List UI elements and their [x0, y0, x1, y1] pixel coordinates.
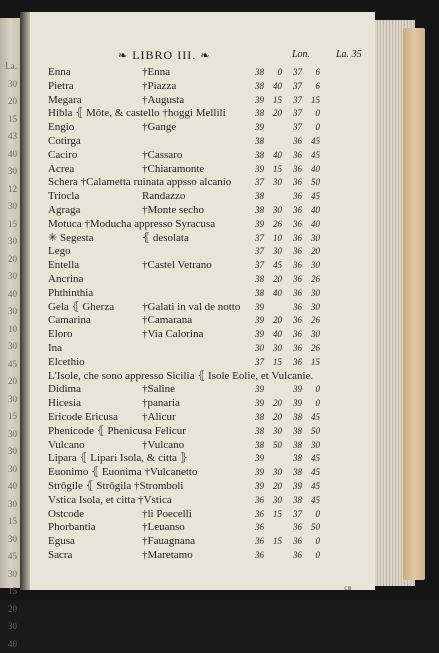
- ancient-name: Lipara ⦃ Lipari Isola, & citta ⦄: [48, 452, 188, 466]
- latitude-minutes: 40: [306, 218, 320, 232]
- place-table: [30, 66, 375, 563]
- longitude-minutes: 20: [268, 480, 282, 494]
- facing-page-fragment: 30: [1, 163, 17, 181]
- facing-page-fragments: [1, 58, 17, 653]
- facing-page-fragment: 15: [1, 216, 17, 234]
- latitude-degrees: 39: [288, 480, 302, 494]
- latitude-minutes: 30: [306, 328, 320, 342]
- longitude-minutes: 20: [268, 314, 282, 328]
- facing-page-edge: [0, 18, 20, 588]
- longitude-minutes: 20: [268, 273, 282, 287]
- longitude-degrees: 39: [250, 301, 264, 315]
- facing-page-fragment: 30: [1, 233, 17, 251]
- latitude-minutes: 6: [306, 66, 320, 80]
- table-row: [30, 452, 375, 466]
- ancient-name: Vstica Isola, et citta †Vstica: [48, 494, 172, 508]
- ancient-name: Phorbantia: [48, 521, 96, 535]
- facing-page-fragment: 40: [1, 636, 17, 653]
- table-row: [30, 259, 375, 273]
- latitude-degrees: 38: [288, 452, 302, 466]
- latitude-degrees: 37: [288, 94, 302, 108]
- facing-page-fragment: 43: [1, 128, 17, 146]
- modern-name: †li Poecelli: [142, 508, 192, 522]
- latitude-degrees: 37: [288, 66, 302, 80]
- longitude-minutes: 45: [268, 259, 282, 273]
- latitude-degrees: 36: [288, 314, 302, 328]
- longitude-degrees: 38: [250, 66, 264, 80]
- facing-page-fragment: 10: [1, 321, 17, 339]
- table-row: [30, 287, 375, 301]
- ancient-name: Elcethio: [48, 356, 85, 370]
- ancient-name: Didima: [48, 383, 81, 397]
- latitude-degrees: 36: [288, 232, 302, 246]
- latitude-degrees: 36: [288, 549, 302, 563]
- modern-name: †Chiaramonte: [142, 163, 204, 177]
- ancient-name: Egusa: [48, 535, 75, 549]
- longitude-minutes: 30: [268, 176, 282, 190]
- latitude-degrees: 39: [288, 383, 302, 397]
- latitude-degrees: 37: [288, 80, 302, 94]
- facing-page-fragment: 15: [1, 583, 17, 601]
- facing-page-fragment: 40: [1, 478, 17, 496]
- latitude-minutes: 45: [306, 135, 320, 149]
- longitude-degrees: 37: [250, 245, 264, 259]
- facing-page-fragment: 45: [1, 356, 17, 374]
- longitude-degrees: 37: [250, 176, 264, 190]
- latitude-minutes: 45: [306, 149, 320, 163]
- modern-name: †Castel Vetrano: [142, 259, 212, 273]
- longitude-minutes: 30: [268, 494, 282, 508]
- longitude-minutes: 10: [268, 232, 282, 246]
- longitude-degrees: 30: [250, 342, 264, 356]
- facing-page-fragment: 30: [1, 338, 17, 356]
- longitude-degrees: 36: [250, 535, 264, 549]
- ancient-name: Ina: [48, 342, 62, 356]
- modern-name: †Alicur: [142, 411, 176, 425]
- facing-page-fragment: 30: [1, 198, 17, 216]
- latitude-degrees: 38: [288, 494, 302, 508]
- longitude-degrees: 38: [250, 287, 264, 301]
- table-row: [30, 80, 375, 94]
- facing-page-fragment: 40: [1, 286, 17, 304]
- longitude-minutes: 26: [268, 218, 282, 232]
- facing-page-fragment: 20: [1, 93, 17, 111]
- latitude-degrees: 37: [288, 107, 302, 121]
- latitude-degrees: 36: [288, 273, 302, 287]
- modern-name: †Galati in val de notto: [142, 301, 240, 315]
- longitude-degrees: 38: [250, 107, 264, 121]
- modern-name: †Enna: [142, 66, 170, 80]
- ancient-name: Ancrina: [48, 273, 83, 287]
- ancient-name: Camarina: [48, 314, 91, 328]
- facing-page-fragment: 30: [1, 443, 17, 461]
- table-row: [30, 190, 375, 204]
- page-number: 35: [352, 49, 362, 60]
- longitude-degrees: 39: [250, 94, 264, 108]
- latitude-minutes: 45: [306, 190, 320, 204]
- table-row: [30, 149, 375, 163]
- ancient-name: Ostcode: [48, 508, 84, 522]
- latitude-minutes: 0: [306, 535, 320, 549]
- table-row: [30, 328, 375, 342]
- table-row: [30, 245, 375, 259]
- ancient-name: Caciro: [48, 149, 77, 163]
- ancient-name: Phenicode ⦃ Phenicusa Felicur: [48, 425, 186, 439]
- latitude-degrees: 36: [288, 204, 302, 218]
- longitude-degrees: 39: [250, 383, 264, 397]
- table-row: [30, 301, 375, 315]
- latitude-degrees: 36: [288, 521, 302, 535]
- longitude-degrees: 39: [250, 466, 264, 480]
- facing-page-fragment: 45: [1, 548, 17, 566]
- longitude-minutes: 50: [268, 439, 282, 453]
- longitude-degrees: 38: [250, 273, 264, 287]
- latitude-minutes: 0: [306, 508, 320, 522]
- facing-page-fragment: 30: [1, 566, 17, 584]
- latitude-minutes: 15: [306, 356, 320, 370]
- ancient-name: Sacra: [48, 549, 72, 563]
- table-row: [30, 535, 375, 549]
- longitude-degrees: 38: [250, 135, 264, 149]
- longitude-minutes: 30: [268, 204, 282, 218]
- modern-name: Randazzo: [142, 190, 185, 204]
- latitude-minutes: 30: [306, 439, 320, 453]
- longitude-degrees: 36: [250, 521, 264, 535]
- longitude-degrees: 39: [250, 328, 264, 342]
- facing-page-fragment: 30: [1, 618, 17, 636]
- latitude-minutes: 50: [306, 425, 320, 439]
- latitude-minutes: 30: [306, 287, 320, 301]
- table-row: [30, 135, 375, 149]
- latitude-minutes: 40: [306, 163, 320, 177]
- longitude-degrees: 38: [250, 439, 264, 453]
- modern-name: †Monte secho: [142, 204, 204, 218]
- latitude-minutes: 15: [306, 94, 320, 108]
- modern-name: †Maretamo: [142, 549, 193, 563]
- latitude-minutes: 45: [306, 466, 320, 480]
- ancient-name: Lego: [48, 245, 71, 259]
- table-row: [30, 273, 375, 287]
- table-row: [30, 204, 375, 218]
- longitude-degrees: 39: [250, 121, 264, 135]
- facing-page-fragment: 30: [1, 426, 17, 444]
- fleuron-icon: ❧: [118, 50, 128, 62]
- table-row: [30, 94, 375, 108]
- longitude-degrees: 38: [250, 411, 264, 425]
- latitude-minutes: 0: [306, 107, 320, 121]
- modern-name: †Saline: [142, 383, 175, 397]
- longitude-minutes: 30: [268, 466, 282, 480]
- latitude-degrees: 36: [288, 190, 302, 204]
- latitude-minutes: 0: [306, 549, 320, 563]
- facing-page-fragment: 20: [1, 601, 17, 619]
- ancient-name: ✳ Segesta: [48, 232, 94, 246]
- table-row: [30, 439, 375, 453]
- table-row: [30, 314, 375, 328]
- ancient-name: Gela ⦃ Gherza: [48, 301, 114, 315]
- latitude-minutes: 26: [306, 273, 320, 287]
- table-row: [30, 508, 375, 522]
- book-cover: [403, 28, 425, 580]
- modern-name: †Leuanso: [142, 521, 185, 535]
- latitude-degrees: 38: [288, 425, 302, 439]
- latitude-minutes: 26: [306, 342, 320, 356]
- longitude-degrees: 39: [250, 314, 264, 328]
- table-row: [30, 466, 375, 480]
- longitude-minutes: 30: [268, 342, 282, 356]
- facing-page-fragment: 30: [1, 496, 17, 514]
- facing-page-fragment: 20: [1, 251, 17, 269]
- longitude-minutes: 0: [268, 66, 282, 80]
- ancient-name: L'Isole, che sono appresso Sicilia ⦃ Isole Eolie, et Vulcanie.: [48, 370, 313, 384]
- latitude-minutes: 30: [306, 301, 320, 315]
- longitude-minutes: 40: [268, 328, 282, 342]
- latitude-minutes: 45: [306, 411, 320, 425]
- modern-name: †Camarana: [142, 314, 192, 328]
- modern-name: †Augusta: [142, 94, 184, 108]
- table-row: [30, 494, 375, 508]
- latitude-degrees: 36: [288, 245, 302, 259]
- table-row: [30, 232, 375, 246]
- table-row: [30, 370, 375, 384]
- table-row: [30, 549, 375, 563]
- longitude-degrees: 36: [250, 494, 264, 508]
- modern-name: †Cassaro: [142, 149, 182, 163]
- ancient-name: Motuca †Moducha appresso Syracusa: [48, 218, 215, 232]
- latitude-minutes: 0: [306, 397, 320, 411]
- ancient-name: Strōgile ⦃ Strōgila †Stromboli: [48, 480, 184, 494]
- facing-page-fragment: 12: [1, 181, 17, 199]
- latitude-degrees: 36: [288, 149, 302, 163]
- ancient-name: Engio: [48, 121, 74, 135]
- longitude-degrees: 39: [250, 480, 264, 494]
- longitude-minutes: 40: [268, 80, 282, 94]
- latitude-label: La. 35: [336, 49, 362, 60]
- longitude-minutes: 20: [268, 397, 282, 411]
- latitude-minutes: 45: [306, 480, 320, 494]
- modern-name: †Piazza: [142, 80, 176, 94]
- latitude-minutes: 0: [306, 383, 320, 397]
- longitude-degrees: 38: [250, 204, 264, 218]
- longitude-minutes: 40: [268, 287, 282, 301]
- longitude-degrees: 37: [250, 232, 264, 246]
- longitude-minutes: 15: [268, 356, 282, 370]
- latitude-degrees: 36: [288, 259, 302, 273]
- ancient-name: Megara: [48, 94, 82, 108]
- latitude-degrees: 36: [288, 328, 302, 342]
- facing-page-fragment: 30: [1, 268, 17, 286]
- ancient-name: Acrea: [48, 163, 74, 177]
- table-row: [30, 411, 375, 425]
- longitude-minutes: 15: [268, 94, 282, 108]
- longitude-degrees: 36: [250, 508, 264, 522]
- facing-page-fragment: 40: [1, 146, 17, 164]
- table-row: [30, 521, 375, 535]
- longitude-minutes: 20: [268, 107, 282, 121]
- longitude-minutes: 40: [268, 149, 282, 163]
- latitude-degrees: 38: [288, 466, 302, 480]
- ancient-name: Pietra: [48, 80, 74, 94]
- book-page: [30, 12, 375, 590]
- book-title: LIBRO III.: [132, 48, 196, 62]
- table-row: [30, 176, 375, 190]
- latitude-minutes: 6: [306, 80, 320, 94]
- longitude-degrees: 39: [250, 163, 264, 177]
- fleuron-icon: ❧: [200, 50, 210, 62]
- ancient-name: Schera †Calametta ruinata appsso alcanio: [48, 176, 231, 190]
- modern-name: †Vulcano: [142, 439, 184, 453]
- latitude-degrees: 38: [288, 439, 302, 453]
- ancient-name: Entella: [48, 259, 79, 273]
- longitude-degrees: 39: [250, 452, 264, 466]
- table-row: [30, 383, 375, 397]
- running-header: [118, 48, 378, 64]
- latitude-degrees: 36: [288, 535, 302, 549]
- longitude-degrees: 36: [250, 549, 264, 563]
- longitude-degrees: 38: [250, 149, 264, 163]
- facing-page-fragment: 15: [1, 513, 17, 531]
- latitude-minutes: 26: [306, 314, 320, 328]
- facing-page-fragment: 30: [1, 531, 17, 549]
- table-row: [30, 342, 375, 356]
- facing-page-fragment: 30: [1, 303, 17, 321]
- modern-name: †Fauagnana: [142, 535, 195, 549]
- latitude-degrees: 36: [288, 176, 302, 190]
- facing-page-fragment: 30: [1, 391, 17, 409]
- ancient-name: Vulcano: [48, 439, 85, 453]
- latitude-minutes: 45: [306, 494, 320, 508]
- modern-name: ⦃ desolata: [142, 232, 189, 246]
- table-row: [30, 356, 375, 370]
- latitude-minutes: 20: [306, 245, 320, 259]
- longitude-label: Lon.: [292, 49, 310, 60]
- table-row: [30, 425, 375, 439]
- longitude-degrees: 39: [250, 397, 264, 411]
- latitude-minutes: 40: [306, 204, 320, 218]
- latitude-degrees: 37: [288, 508, 302, 522]
- longitude-minutes: 20: [268, 411, 282, 425]
- table-row: [30, 480, 375, 494]
- latitude-degrees: 36: [288, 163, 302, 177]
- table-row: [30, 218, 375, 232]
- latitude-minutes: 30: [306, 232, 320, 246]
- table-row: [30, 163, 375, 177]
- facing-page-fragment: La.: [1, 58, 17, 76]
- table-row: [30, 121, 375, 135]
- longitude-degrees: 38: [250, 80, 264, 94]
- longitude-degrees: 39: [250, 218, 264, 232]
- ancient-name: Triocla: [48, 190, 79, 204]
- ancient-name: Euonimo ⦃ Euonima †Vulcanetto: [48, 466, 197, 480]
- table-row: [30, 107, 375, 121]
- latitude-minutes: 0: [306, 121, 320, 135]
- latitude-degrees: 36: [288, 301, 302, 315]
- modern-name: †Via Calorina: [142, 328, 203, 342]
- ancient-name: Phthinthia: [48, 287, 93, 301]
- latitude-degrees: 36: [288, 356, 302, 370]
- longitude-minutes: 15: [268, 535, 282, 549]
- table-row: [30, 66, 375, 80]
- latitude-degrees: 36: [288, 135, 302, 149]
- longitude-minutes: 30: [268, 245, 282, 259]
- ancient-name: Enna: [48, 66, 71, 80]
- latitude-degrees: 36: [288, 218, 302, 232]
- latitude-degrees: 36: [288, 342, 302, 356]
- ancient-name: Eloro: [48, 328, 72, 342]
- ancient-name: Hicesia: [48, 397, 81, 411]
- ancient-name: Ericode Ericusa: [48, 411, 118, 425]
- facing-page-fragment: 15: [1, 111, 17, 129]
- latitude-minutes: 50: [306, 521, 320, 535]
- table-row: [30, 397, 375, 411]
- ancient-name: Agraga: [48, 204, 80, 218]
- ancient-name: Cotirga: [48, 135, 81, 149]
- longitude-degrees: 38: [250, 190, 264, 204]
- latitude-degrees: 36: [288, 287, 302, 301]
- modern-name: †Gange: [142, 121, 176, 135]
- latitude-minutes: 50: [306, 176, 320, 190]
- latitude-degrees: 39: [288, 397, 302, 411]
- scale-label: cm: [344, 585, 370, 593]
- longitude-minutes: 15: [268, 163, 282, 177]
- latitude-degrees: 37: [288, 121, 302, 135]
- latitude-minutes: 45: [306, 452, 320, 466]
- longitude-degrees: 38: [250, 425, 264, 439]
- facing-page-fragment: 30: [1, 76, 17, 94]
- facing-page-fragment: 30: [1, 461, 17, 479]
- longitude-minutes: 30: [268, 425, 282, 439]
- facing-page-fragment: 15: [1, 408, 17, 426]
- longitude-degrees: 37: [250, 259, 264, 273]
- facing-page-fragment: 20: [1, 373, 17, 391]
- longitude-degrees: 37: [250, 356, 264, 370]
- longitude-minutes: 15: [268, 508, 282, 522]
- latitude-minutes: 30: [306, 259, 320, 273]
- latitude-degrees: 38: [288, 411, 302, 425]
- ancient-name: Hibla ⦃ Mōte, & castello †hoggi Mellili: [48, 107, 226, 121]
- modern-name: †panaria: [142, 397, 180, 411]
